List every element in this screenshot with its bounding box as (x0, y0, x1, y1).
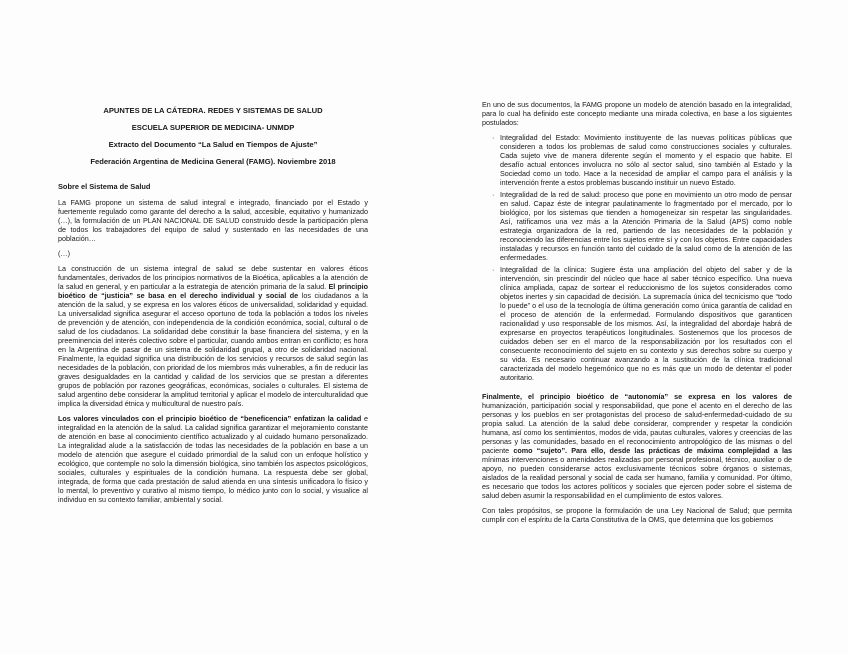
paragraph-1: La FAMG propone un sistema de salud integral e integrado, financiado por el Estado y fuertemente regulado como garante del derecho a la salud, accesible, equitativo y humanizado (…), la formulación de un PLAN NACIONAL DE SALUD construido desde la participación plena de todos los trabajadores del equipo de salud y sustentado en las necesidades de una población… (58, 198, 368, 243)
paragraph-3-text: e integralidad en la atención de la salud. La calidad significa garantizar el mejoramiento constante de atención en base al conocimiento científico actualizado y al cuidado humano personalizado. La integralidad alude a la satisfacción de todas las necesidades de la población en base a un modelo de atención que asegure el cuidado primordial de la salud con un enfoque holístico y ecológico, que contemple no solo la dimensión biológica, sino también los aspectos psicológicos, sociales, culturales y espirituales de la condición humana. La respuesta debe ser global, integrada, de forma que cada prestación de salud atienda en una síntesis unificadora lo físico y lo mental, lo preventivo y curativo al mismo tiempo, lo médico junto con lo social, y visualice al individuo en su contexto familiar, ambiental y social. (58, 414, 368, 504)
autonomy-paragraph (482, 392, 792, 500)
paragraph-2 (58, 264, 368, 408)
ellipsis: (…) (58, 249, 70, 258)
right-column (482, 100, 792, 530)
bullet-list (482, 133, 792, 382)
paragraph-2-text-b: los ciudadanos a la atención de la salud, y se expresa en los valores éticos de universalidad, solidaridad y equidad. La universalidad significa asegurar el acceso oportuno de toda la población a todos los niveles de prevención y de atención, con independencia de la condición económica, social, cultural o de salud de los ciudadanos. La solidaridad debe constituir la base financiera del sistema, y en la preeminencia del interés colectivo sobre el particular, cuando ambos entran en conflicto; es hora en la Argentina de pasar de un sistema de solidaridad grupal, a otro de solidaridad nacional. Finalmente, la equidad significa una distribución de los servicios y recursos de salud según las necesidades de la población, con prioridad de los miembros más vulnerables, a fin de reducir las graves desigualdades en la cantidad y calidad de los servicios que se prestan a diferentes grupos de población por razones geográficas, económicas, sociales o culturales. El sistema de salud argentino debe considerar la amplitud territorial y aplicar el modelo de interculturalidad que implica la diversidad étnica y multicultural de nuestro país. (58, 291, 368, 408)
header-line-3: Extracto del Documento “La Salud en Tiempos de Ajuste” (108, 140, 318, 149)
closing-paragraph: Con tales propósitos, se propone la formulación de una Ley Nacional de Salud; que permita cumplir con el espíritu de la Carta Constitutiva de la OMS, que determina que los gobiernos (482, 506, 792, 524)
bullet-item: · Integralidad de la clínica: Sugiere ésta una ampliación del objeto del saber y de la intervención, sin prescindir del núcleo que hace al saber técnico específico. Una nueva clínica ampliada, capaz de sortear el reduccionismo de los sujetos considerados como objetos inertes y sin capacidad de decisión. La supremacía única del tecnicismo que “todo lo puede” o el uso de la tecnología de última generación como única garantía de calidad en el proceso de atención de la enfermedad. Formulando dispositivos que garanticen racionalidad y uso responsable de los mismos. Así, la integralidad del abordaje habrá de expresarse en proyectos terapéuticos longitudinales. Sostenemos que los procesos de cuidados deben ser en el marco de la responsabilización por los resultados con el consecuente reconocimiento del sujeto en su contexto y sus derechos sobre su cuerpo y su vida. Es necesario continuar avanzando a la sustitución de la clínica tradicional caracterizada del modelo hegemónico que no es más que un modo de detentar el poder autoritario. (482, 265, 792, 382)
header-line-2: ESCUELA SUPERIOR DE MEDICINA- UNMDP (131, 123, 295, 132)
intro-paragraph: En uno de sus documentos, la FAMG propone un modelo de atención basado en la integralidad, para lo cual ha definido este concepto mediante una mirada colectiva, en base a los siguientes postulados: (482, 100, 792, 127)
paragraph-2-bold: El principio bioético de “justicia” se basa en el derecho individual y social de (58, 282, 369, 300)
bullet-item: · Integralidad del Estado: Movimiento instituyente de las nuevas políticas públicas que consideren a todos los problemas de salud como construcciones sociales y culturales. Cada sujeto vive de manera diferente según el momento y el espacio que habite. El desafío actual entonces involucra no sólo al sector salud, sino también al Estado y la Sociedad como un todo. Hace a la necesidad de ampliar el campo para el análisis y la intervención frente a estos problemas buscando instituir un nuevo Estado. (482, 133, 792, 187)
autonomy-bold: Finalmente, el principio bioético de “autonomía” se expresa en los valores de (482, 392, 792, 401)
paragraph-3 (58, 414, 368, 504)
bullet-item: · Integralidad de la red de salud: proceso que pone en movimiento un otro modo de pensar en salud. Capaz éste de integrar paulatinamente lo fragmentado por el mercado, por lo biológico, por los sistemas que tienden a homogeneizar sin respetar las singularidades. Así, ratificamos una vez más a la Atención Primaria de la Salud (APS) como noble estrategia organizadora de la red, partiendo de las necesidades de la población y reconociendo las diferencias entre los sujetos entre sí y con los objetos. Entre capacidades instaladas y recursos en función tanto del cuidado de la salud como de la atención de las enfermedades. (482, 190, 792, 262)
section-title: Sobre el Sistema de Salud (58, 182, 151, 191)
paragraph-2-text-a: La construcción de un sistema integral de salud se debe sustentar en valores éticos fundamentales, derivados de los principios normativos de la Bioética, aplicables a la atención de la salud en general, y en particular a la estrategia de atención primaria de la salud. (58, 264, 368, 291)
autonomy-text-a: humanización, participación social y responsabilidad, que pone el acento en el derecho de las personas y los pueblos en ser protagonistas del proceso de salud-enfermedad-cuidado de su propia salud. La atención de la salud debe considerar, comprender y respetar la condición humana, así como los sentimientos, modos de vida, pautas culturales, valores y creencias de las personas y las comunidades, basado en el reconocimiento antropológico de las mismas o del paciente (482, 401, 792, 455)
autonomy-bold-2: como “sujeto”. Para ello, desde las prácticas de máxima complejidad a las (513, 446, 792, 455)
header-line-4: Federación Argentina de Medicina General (FAMG). Noviembre 2018 (90, 157, 336, 166)
paragraph-3-bold: Los valores vinculados con el principio bioético de “beneficencia” enfatizan la calidad (58, 414, 362, 423)
header-line-1: APUNTES DE LA CÁTEDRA. REDES Y SISTEMAS DE SALUD (103, 106, 323, 115)
autonomy-text-b: mínimas intervenciones o amenidades realizadas por personal profesional, técnico, auxiliar o de apoyo, no pueden considerarse actos exclusivamente técnicos sobre órganos o sistemas, aislados de la realidad personal y social de cada ser humano, familia y comunidad. Por último, es necesario que todos los actores políticos y sociales que ejercen poder sobre el sistema de salud deben asumir la responsabilidad en el cumplimiento de estos valores. (482, 455, 792, 500)
left-column (58, 106, 368, 510)
